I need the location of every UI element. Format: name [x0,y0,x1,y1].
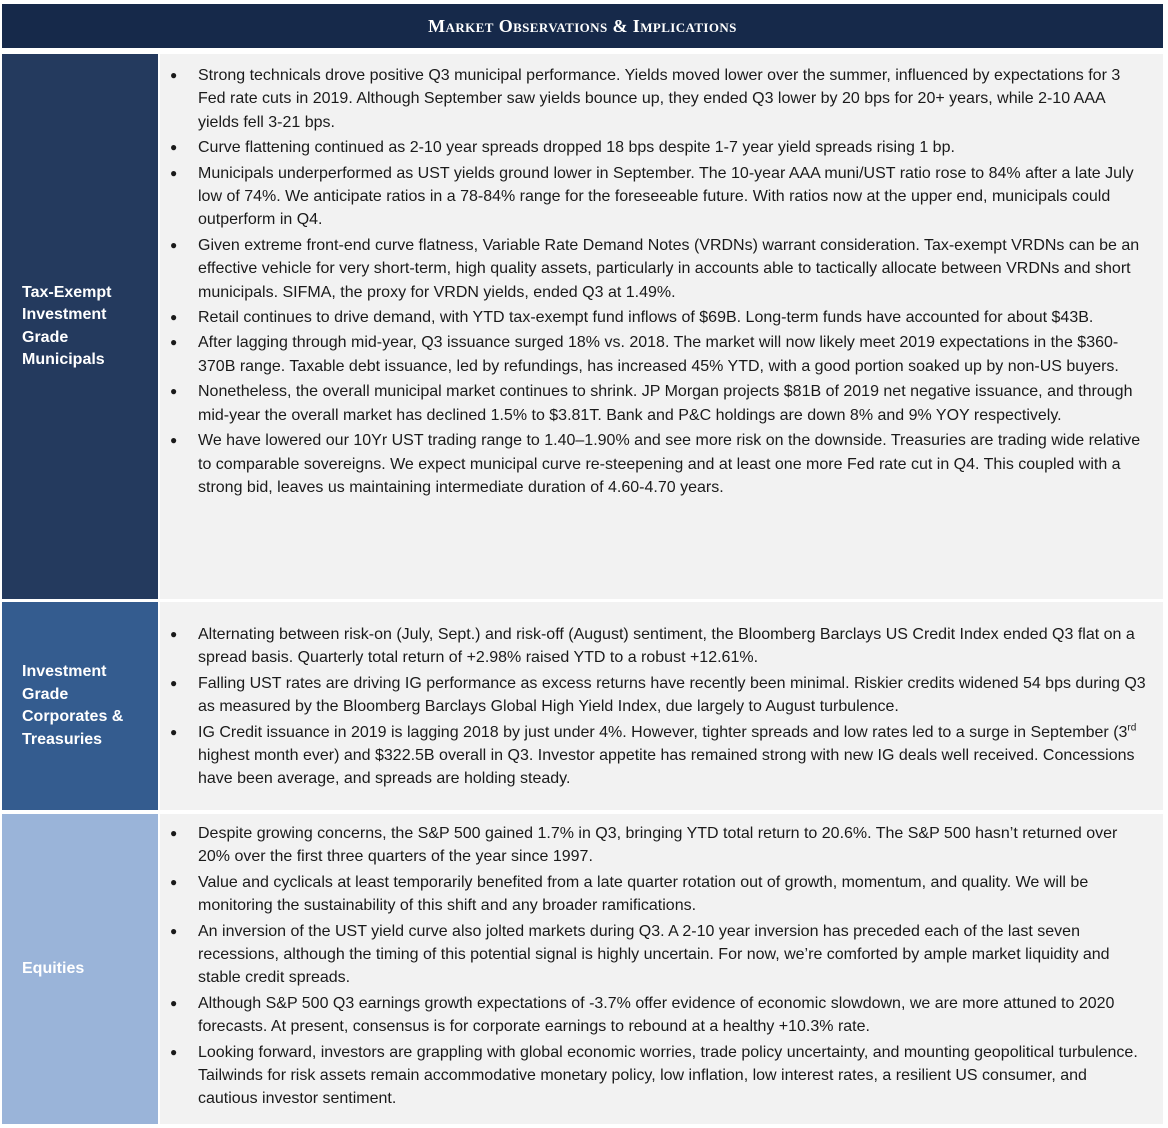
bullet-item: ● An inversion of the UST yield curve also jolted markets during Q3. A 2-10 year inversion has preceded each of the last seven recessions, although the timing of this potential signal is highly uncertain. For now, we’re comforted by ample market liquidity and stable credit spreads. [160,920,1149,990]
table-title: Market Observations & Implications [428,15,737,36]
bullet-item: ● Looking forward, investors are grappling with global economic worries, trade policy uncertainty, and mounting geopolitical turbulence. Tailwinds for risk assets remain accommodative monetary policy, low inflation, low interest rates, a resilient US consumer, and cautious investor sentiment. [160,1041,1149,1111]
section-ig-corporates [2,602,1163,810]
bullet-dot-icon: ● [170,995,178,1010]
bullet-dot-icon: ● [170,675,178,690]
bullet-dot-icon: ● [170,335,178,350]
bullet-item: ● Municipals underperformed as UST yields ground lower in September. The 10-year AAA muni/UST ratio rose to 84% after a late July low of 74%. We anticipate ratios in a 78-84% range for the foreseeable future. With ratios now at the upper end, municipals could outperform in Q4. [160,162,1149,232]
bullet-item: ● Curve flattening continued as 2-10 year spreads dropped 18 bps despite 1-7 year yield spreads rising 1 bp. [160,136,1149,159]
bullet-list [160,623,1149,791]
bullet-item: ● Although S&P 500 Q3 earnings growth expectations of -3.7% offer evidence of economic slowdown, we are more attuned to 2020 forecasts. At present, consensus is for corporate earnings to rebound at a healthy +10.3% rate. [160,992,1149,1039]
bullet-dot-icon: ● [170,1044,178,1059]
bullet-dot-icon: ● [170,310,178,325]
bullet-item: ● Despite growing concerns, the S&P 500 gained 1.7% in Q3, bringing YTD total return to 20.6%. The S&P 500 hasn’t returned over 20% over the first three quarters of the year since 1997. [160,822,1149,869]
section-label-cell [2,602,158,810]
bullet-dot-icon: ● [170,237,178,252]
bullet-dot-icon: ● [170,826,178,840]
bullet-dot-icon: ● [170,433,178,448]
bullet-dot-icon: ● [170,68,178,82]
bullet-item: ● Nonetheless, the overall municipal market continues to shrink. JP Morgan projects $81B of 2019 net negative issuance, and through mid-year the overall market has declined 1.5% to $3.81T. Bank and P&C holdings are down 8% and 9% YOY respectively. [160,380,1149,427]
bullet-item: ● IG Credit issuance in 2019 is lagging 2018 by just under 4%. However, tighter spreads and low rates led to a surge in September (3rd highest month ever) and $322.5B overall in Q3. Investor appetite has remained strong with new IG deals well received. Concessions have been average, and spreads are holding steady. [170,722,1137,788]
bullet-list [160,822,1149,1111]
bullet-item: ● Value and cyclicals at least temporarily benefited from a late quarter rotation out of growth, momentum, and quality. We will be monitoring the sustainability of this shift and any broader ramifications. [160,871,1149,918]
bullet-dot-icon: ● [170,140,178,155]
bullet-item: ● Strong technicals drove positive Q3 municipal performance. Yields moved lower over the summer, influenced by expectations for 3 Fed rate cuts in 2019. Although September saw yields bounce up, they ended Q3 lower by 20 bps for 20+ years, while 2-10 AAA yields fell 3-21 bps. [160,64,1149,134]
section-content [160,814,1163,1124]
section-label: Equities [22,959,85,977]
section-label: Tax-Exempt Investment Grade Municipals [22,283,112,368]
bullet-item: ● Falling UST rates are driving IG performance as excess returns have recently been minimal. Riskier credits widened 54 bps during Q3 as measured by the Bloomberg Barclays Global High Yield Index, due largely to August turbulence. [160,672,1149,719]
section-label-cell [2,814,158,1124]
table-header [2,4,1163,48]
section-label: Investment Grade Corporates & Treasuries [22,663,124,748]
section-label-cell [2,54,158,599]
section-content [160,602,1163,810]
bullet-dot-icon: ● [170,384,178,399]
bullet-dot-icon: ● [170,923,178,938]
section-equities [2,814,1163,1124]
section-municipals [2,54,1163,599]
bullet-item: ● Given extreme front-end curve flatness, Variable Rate Demand Notes (VRDNs) warrant consideration. Tax-exempt VRDNs can be an effective vehicle for very short-term, high quality assets, particularly in accounts able to tactically allocate between VRDNs and short municipals. SIFMA, the proxy for VRDN yields, ended Q3 at 1.49%. [160,234,1149,304]
bullet-item: ● We have lowered our 10Yr UST trading range to 1.40–1.90% and see more risk on the downside. Treasuries are trading wide relative to comparable sovereigns. We expect municipal curve re-steepening and at least one more Fed rate cut in Q4. This coupled with a strong bid, leaves us maintaining intermediate duration of 4.60-4.70 years. [160,429,1149,499]
bullet-item: ● Retail continues to drive demand, with YTD tax-exempt fund inflows of $69B. Long-term funds have accounted for about $43B. [160,306,1149,329]
bullet-dot-icon: ● [170,874,178,889]
bullet-item: ● Alternating between risk-on (July, Sept.) and risk-off (August) sentiment, the Bloomberg Barclays US Credit Index ended Q3 flat on a spread basis. Quarterly total return of +2.98% raised YTD to a robust +12.61%. [160,623,1149,670]
bullet-dot-icon: ● [170,627,178,641]
bullet-item: ● After lagging through mid-year, Q3 issuance surged 18% vs. 2018. The market will now likely meet 2019 expectations in the $360-370B range. Taxable debt issuance, led by refundings, has increased 45% YTD, with a good portion soaked up by non-US buyers. [160,331,1149,378]
bullet-dot-icon: ● [170,165,178,180]
bullet-dot-icon: ● [170,724,178,739]
section-content [160,54,1163,599]
bullet-list [160,64,1149,499]
